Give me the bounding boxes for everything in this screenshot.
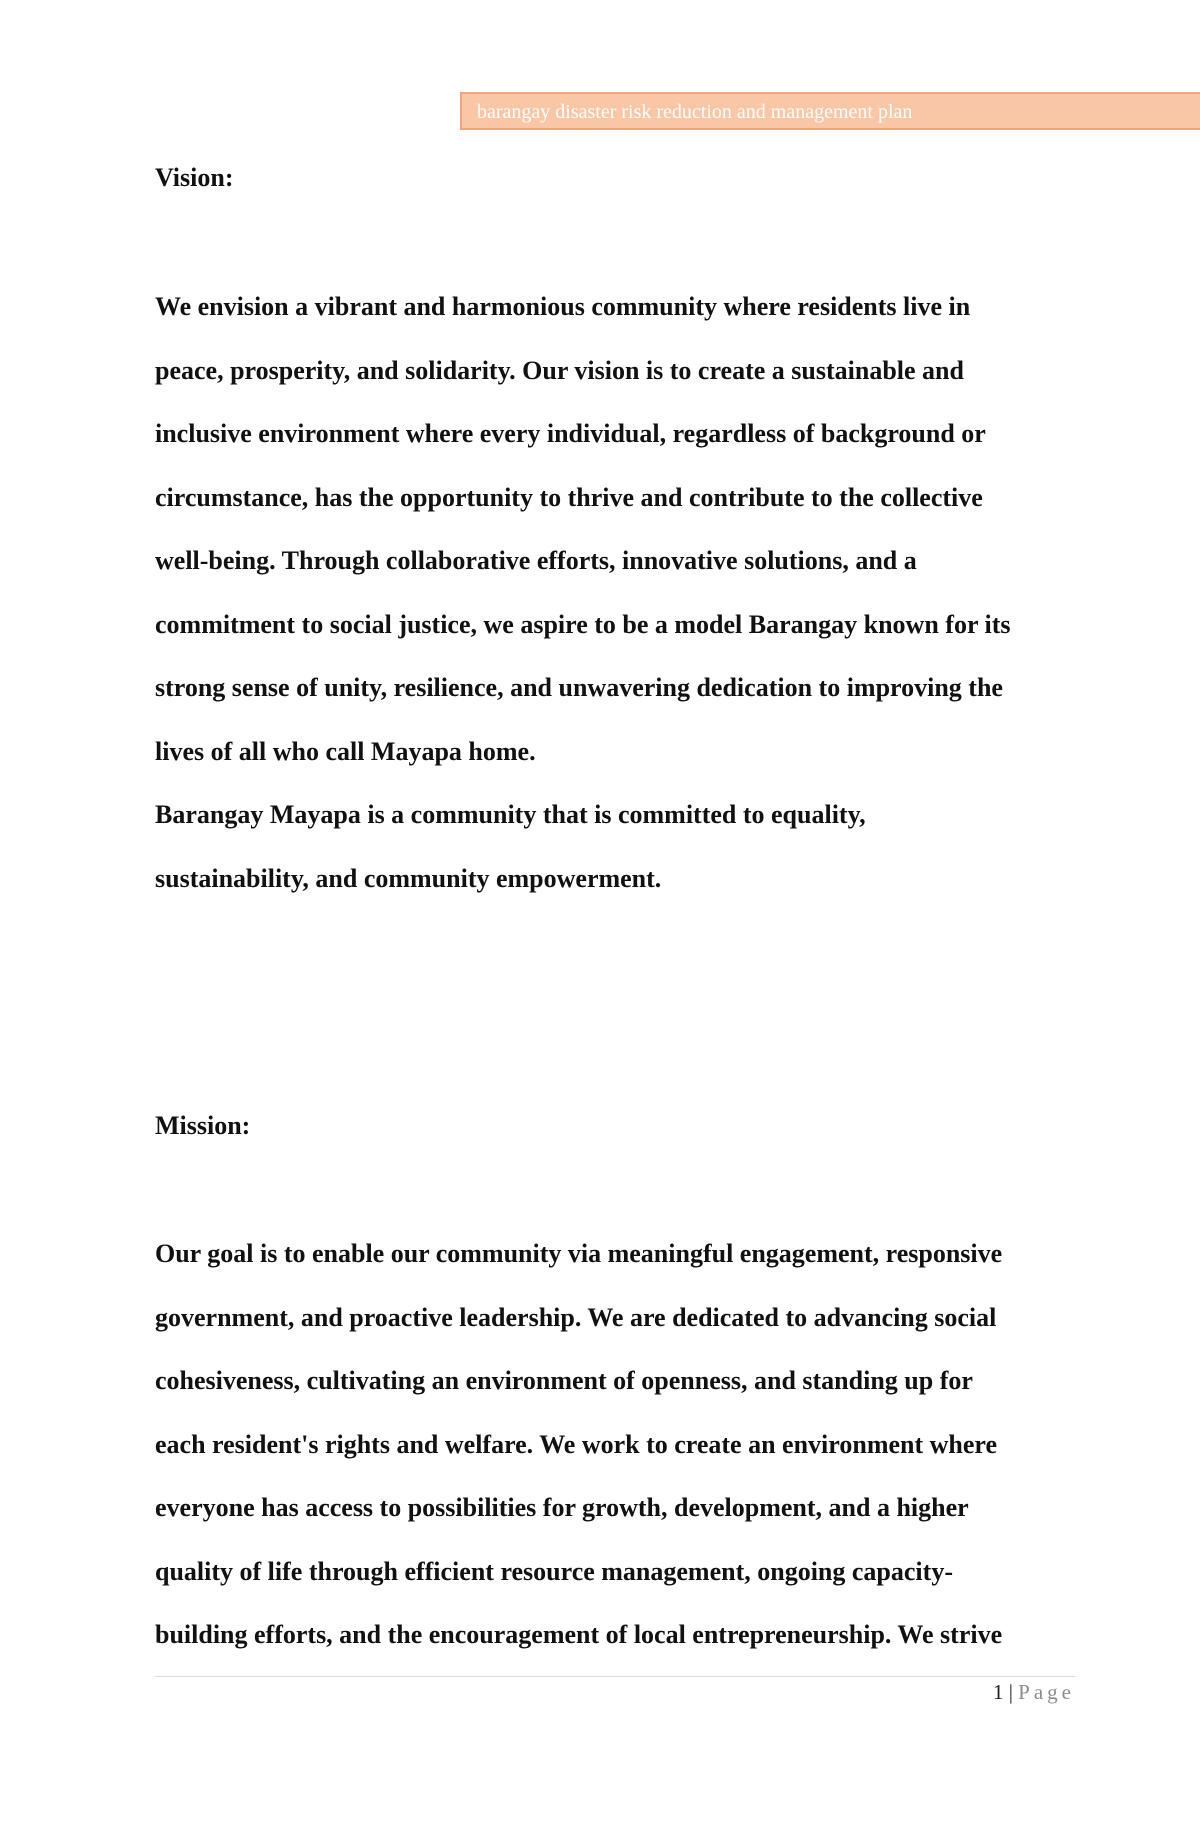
- mission-heading: Mission:: [155, 1111, 251, 1140]
- mission-line: everyone has access to possibilities for growth, development, and a higher: [155, 1493, 969, 1522]
- mission-line: government, and proactive leadership. We are dedicated to advancing social: [155, 1302, 997, 1332]
- mission-line: each resident's rights and welfare. We work to create an environment where: [155, 1429, 998, 1459]
- vision-line: We envision a vibrant and harmonious community where residents live in: [155, 292, 971, 321]
- vision-heading: Vision:: [155, 163, 234, 192]
- header-title: barangay disaster risk reduction and management plan: [477, 101, 913, 123]
- vision-line: circumstance, has the opportunity to thrive and contribute to the collective: [155, 482, 983, 512]
- page-number: 1: [992, 1680, 1004, 1704]
- footer-divider: [155, 1676, 1075, 1677]
- vision-line: peace, prosperity, and solidarity. Our vision is to create a sustainable and: [155, 355, 964, 385]
- page-footer: [993, 1680, 1075, 1705]
- mission-line: cohesiveness, cultivating an environment of openness, and standing up for: [155, 1366, 973, 1395]
- mission-line: building efforts, and the encouragement of local entrepreneurship. We strive: [155, 1620, 1003, 1649]
- vision-line: commitment to social justice, we aspire to be a model Barangay known for its: [155, 609, 1011, 639]
- vision-line: well-being. Through collaborative efforts, innovative solutions, and a: [155, 546, 917, 575]
- page-label: Page: [1018, 1680, 1075, 1704]
- mission-line: Our goal is to enable our community via meaningful engagement, responsive: [155, 1239, 1003, 1268]
- vision-paragraph: [155, 275, 1011, 910]
- vision-extra-line: sustainability, and community empowerment.: [155, 863, 662, 893]
- vision-line: strong sense of unity, resilience, and unwavering dedication to improving the: [155, 673, 1003, 702]
- mission-paragraph: [155, 1222, 1002, 1667]
- vision-extra-line: Barangay Mayapa is a community that is committed to equality,: [155, 800, 866, 829]
- vision-line: inclusive environment where every individual, regardless of background or: [155, 419, 986, 448]
- vision-line: lives of all who call Mayapa home.: [155, 736, 536, 766]
- mission-line: quality of life through efficient resource management, ongoing capacity-: [155, 1556, 953, 1586]
- footer-separator: |: [1008, 1680, 1013, 1704]
- header-banner: [460, 92, 1200, 130]
